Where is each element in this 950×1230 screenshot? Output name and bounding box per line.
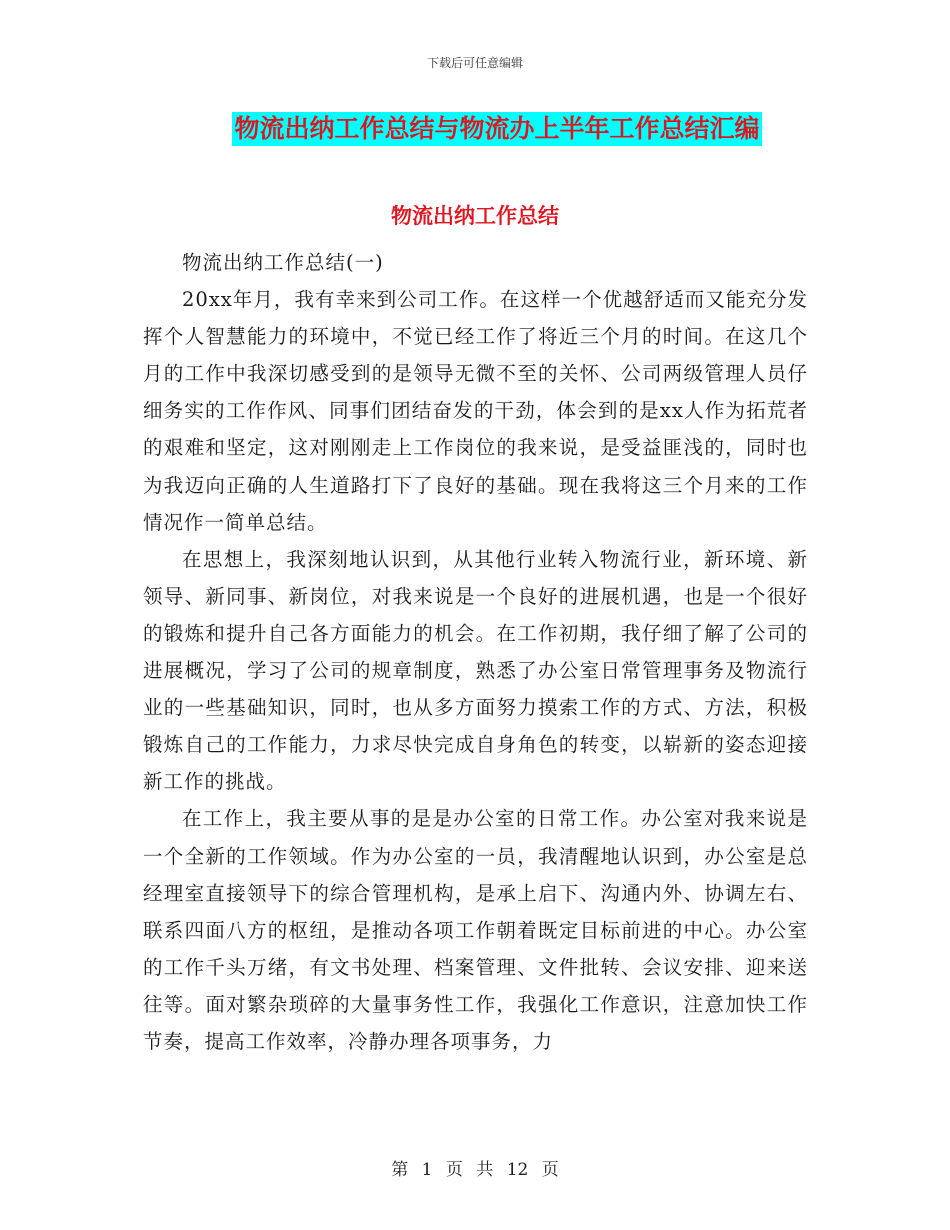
header-note: 下载后可任意编辑 — [426, 56, 523, 70]
subtitle: 物流出纳工作总结(一) — [182, 251, 384, 274]
document-body — [143, 244, 808, 1060]
main-title: 物流出纳工作总结与物流办上半年工作总结汇编 — [232, 112, 761, 146]
main-title-container — [0, 112, 950, 146]
page-footer: 第 1 页 共 12 页 — [391, 1160, 559, 1180]
paragraph: 20xx年月，我有幸来到公司工作。在这样一个优越舒适而又能充分发挥个人智慧能力的环境中，不觉已经工作了将近三个月的时间。在这几个月的工作中我深切感受到的是领导无微不至的关怀、公司两级管理人员仔细务实的工作作风、同事们团结奋发的干劲，体会到的是xx人作为拓荒者的艰难和坚定，这对刚刚走上工作岗位的我来说，是受益匪浅的，同时也为我迈向正确的人生道路打下了良好的基础。现在我将这三个月来的工作情况作一简单总结。 — [143, 288, 808, 534]
paragraph: 在思想上，我深刻地认识到，从其他行业转入物流行业，新环境、新领导、新同事、新岗位，对我来说是一个良好的进展机遇，也是一个很好的锻炼和提升自己各方面能力的机会。在工作初期，我仔细了解了公司的进展概况，学习了公司的规章制度，熟悉了办公室日常管理事务及物流行业的一些基础知识，同时，也从多方面努力摸索工作的方式、方法，积极锻炼自己的工作能力，力求尽快完成自身角色的转变，以崭新的姿态迎接新工作的挑战。 — [143, 547, 808, 794]
paragraph: 在工作上，我主要从事的是是办公室的日常工作。办公室对我来说是一个全新的工作领域。作为办公室的一员，我清醒地认识到，办公室是总经理室直接领导下的综合管理机构，是承上启下、沟通内外、协调左右、联系四面八方的枢纽，是推动各项工作朝着既定目标前进的中心。办公室的工作千头万绪，有文书处理、档案管理、文件批转、会议安排、迎来送往等。面对繁杂琐碎的大量事务性工作，我强化工作意识，注意加快工作节奏，提高工作效率，冷静办理各项事务，力 — [143, 807, 808, 1053]
section-title: 物流出纳工作总结 — [391, 204, 559, 228]
